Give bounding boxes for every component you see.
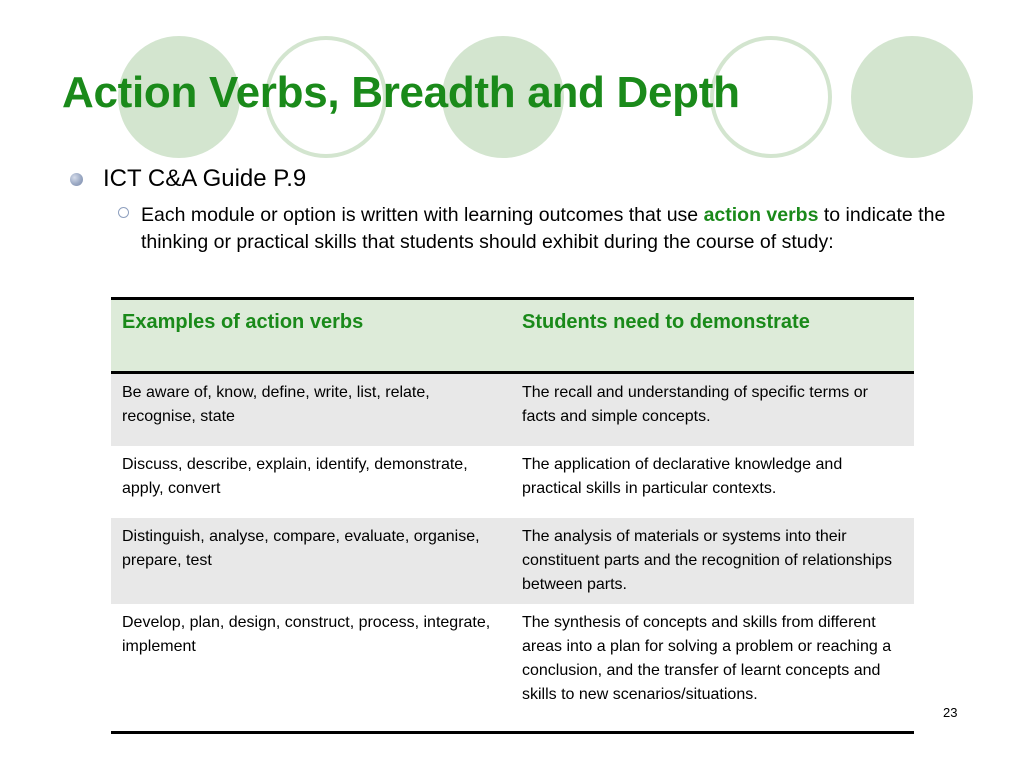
bullet-level-1 [70,165,306,193]
bullet-level-2 [118,202,968,256]
table-row [111,446,914,518]
table-header-row [111,299,914,373]
action-verbs-table [111,297,914,734]
table-cell-verbs: Develop, plan, design, construct, process, integrate, implement [111,604,511,733]
header-demonstrate: Students need to demonstrate [511,299,914,373]
bullet-level-2-text [141,202,968,256]
decor-circle-filled-3 [851,36,973,158]
bullet-text-after: to indicate the thinking or practical skills that students should exhibit during the course of study: [141,204,946,253]
table-row [111,518,914,604]
slide-title: Action Verbs, Breadth and Depth [62,68,740,117]
table-cell-verbs: Discuss, describe, explain, identify, demonstrate, apply, convert [122,456,468,497]
bullet-level-1-text: ICT C&A Guide P.9 [103,165,307,192]
table-cell-demonstrate: The recall and understanding of specific terms or facts and simple concepts. [511,373,914,447]
page-number: 23 [943,705,958,720]
table-row [111,373,914,447]
table-cell-verbs: Distinguish, analyse, compare, evaluate, organise, prepare, test [111,518,511,604]
table-cell-demonstrate: The analysis of materials or systems into their constituent parts and the recognition of relationships between parts. [511,518,914,604]
table-cell-demonstrate: The application of declarative knowledge and practical skills in particular contexts. [522,456,843,497]
bullet-ring-icon [118,207,129,218]
bullet-dot-icon [70,173,83,186]
header-examples: Examples of action verbs [111,299,511,373]
bullet-text-emphasis: action verbs [703,204,819,226]
bullet-text-before: Each module or option is written with learning outcomes that use [141,204,704,226]
table-row [111,604,914,733]
table-cell-demonstrate: The synthesis of concepts and skills from different areas into a plan for solving a problem or reaching a conclusion, and the transfer of learnt concepts and skills to new scenarios/situations. [511,604,914,733]
table-cell-verbs: Be aware of, know, define, write, list, relate, recognise, state [111,373,511,447]
